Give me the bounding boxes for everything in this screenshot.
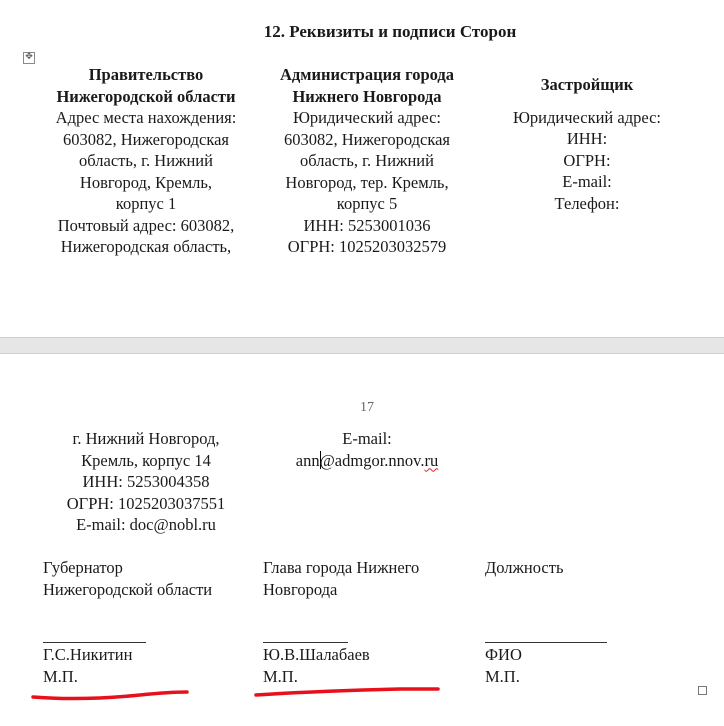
administration-stamp-mark: М.П. bbox=[263, 667, 298, 686]
administration-signer-name: Ю.В.Шалабаев bbox=[263, 645, 370, 664]
government-line: Новгород, Кремль, bbox=[79, 172, 213, 192]
government-line: Почтовый адрес: 603082, bbox=[57, 215, 235, 235]
administration-line: ОГРН: 1025203032579 bbox=[287, 237, 447, 256]
government-signatory-position: Губернатор Нижегородской области bbox=[43, 558, 213, 599]
developer-signer-name: ФИО bbox=[485, 645, 522, 664]
government-line: Адрес места нахождения: bbox=[55, 108, 237, 127]
administration-email[interactable]: ann@admgor.nnov.ru bbox=[295, 450, 439, 470]
government-line: корпус 1 bbox=[115, 194, 177, 213]
administration-line: 603082, Нижегородская bbox=[283, 129, 451, 149]
government-line: 603082, Нижегородская bbox=[62, 129, 230, 149]
developer-signatory-position: Должность bbox=[485, 558, 564, 577]
developer-line: Телефон: bbox=[554, 193, 620, 213]
government-name: Правительство Нижегородской области bbox=[56, 65, 236, 106]
government-line: Кремль, корпус 14 bbox=[81, 450, 211, 470]
developer-line: ИНН: bbox=[566, 129, 608, 148]
administration-signatory-position: Глава города Нижнего Новгорода bbox=[263, 558, 420, 599]
red-underline-government bbox=[33, 692, 187, 698]
developer-line: Юридический адрес: bbox=[512, 107, 662, 127]
spellcheck-underline: ru bbox=[424, 450, 439, 470]
administration-line: ИНН: 5253001036 bbox=[303, 215, 431, 235]
government-line: область, г. Нижний bbox=[79, 151, 213, 170]
administration-line: корпус 5 bbox=[336, 194, 398, 213]
government-line: г. Нижний Новгород, bbox=[72, 429, 220, 448]
administration-line: Новгород, тер. Кремль, bbox=[285, 172, 449, 192]
government-line: Нижегородская область, bbox=[60, 237, 232, 256]
table-resize-handle-icon[interactable] bbox=[698, 686, 707, 695]
administration-line: область, г. Нижний bbox=[300, 151, 434, 170]
government-stamp-mark: М.П. bbox=[43, 667, 78, 686]
developer-line: E-mail: bbox=[562, 172, 612, 191]
administration-name: Администрация города Нижнего Новгорода bbox=[279, 65, 455, 106]
government-signer-name: Г.С.Никитин bbox=[43, 645, 133, 664]
government-line: ИНН: 5253004358 bbox=[82, 472, 210, 491]
developer-stamp-mark: М.П. bbox=[485, 667, 520, 686]
administration-email-label: E-mail: bbox=[342, 429, 392, 448]
government-line: ОГРН: 1025203037551 bbox=[66, 493, 226, 513]
administration-line: Юридический адрес: bbox=[292, 108, 442, 127]
developer-name: Застройщик bbox=[540, 75, 634, 94]
page-number: 17 bbox=[360, 400, 374, 415]
developer-line: ОГРН: bbox=[563, 150, 611, 170]
government-line: E-mail: doc@nobl.ru bbox=[76, 515, 216, 534]
table-move-handle-icon[interactable]: ✥ bbox=[23, 52, 35, 64]
section-title: 12. Реквизиты и подписи Сторон bbox=[263, 22, 517, 41]
red-underline-administration bbox=[256, 689, 438, 695]
